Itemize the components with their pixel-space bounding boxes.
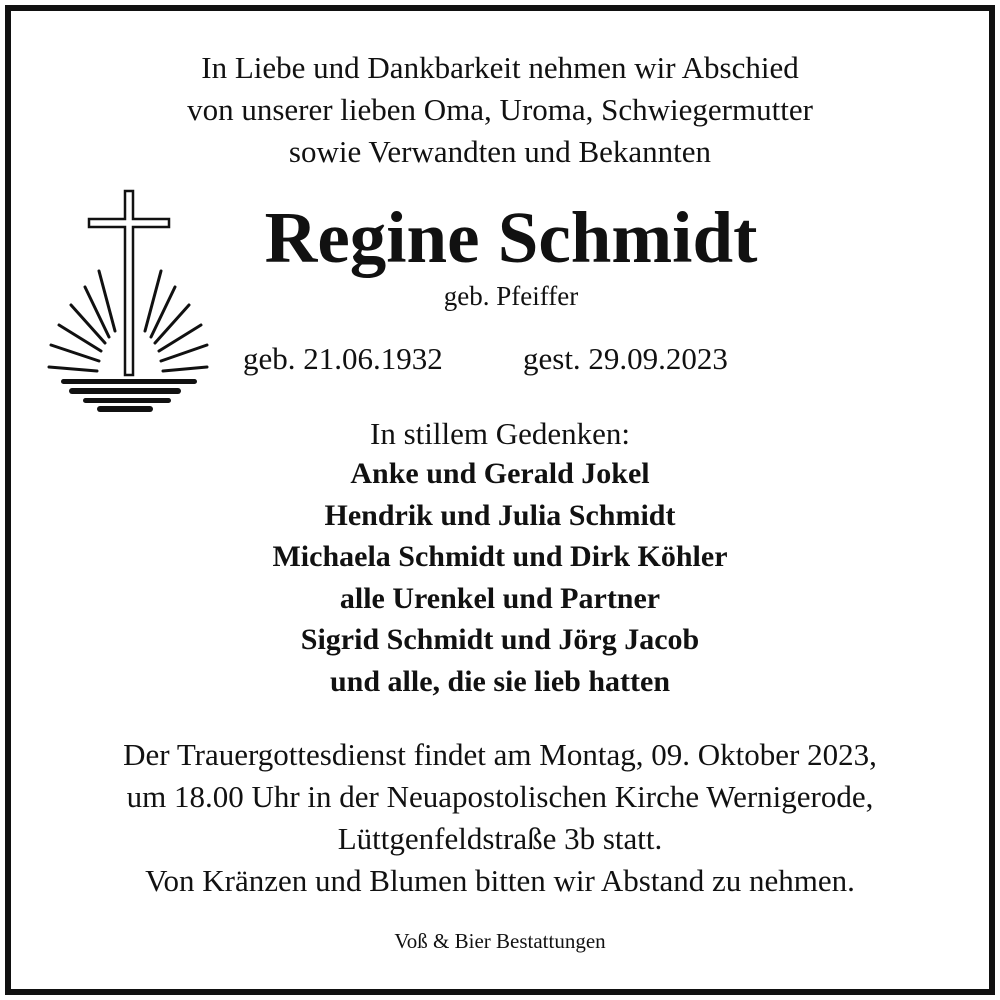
mourner-line: und alle, die sie lieb hatten bbox=[329, 664, 671, 698]
service-line-4: Von Kränzen und Blumen bitten wir Abstand zu nehmen. bbox=[145, 863, 855, 898]
death-date: gest. 29.09.2023 bbox=[523, 341, 728, 376]
mourner-line: Michaela Schmidt und Dirk Köhler bbox=[272, 540, 728, 573]
mourner-line: alle Urenkel und Partner bbox=[339, 581, 661, 615]
service-line-3: Lüttgenfeldstraße 3b statt. bbox=[337, 821, 663, 856]
intro-line-3: sowie Verwandten und Bekannten bbox=[288, 134, 712, 169]
obituary-notice bbox=[5, 5, 995, 995]
mourner-line: Hendrik und Julia Schmidt bbox=[324, 498, 676, 532]
deceased-name: Regine Schmidt bbox=[264, 197, 758, 278]
memorial-heading: In stillem Gedenken: bbox=[370, 416, 630, 451]
mourner-line: Sigrid Schmidt und Jörg Jacob bbox=[300, 623, 700, 656]
intro-line-1: In Liebe und Dankbarkeit nehmen wir Abschied bbox=[201, 50, 799, 85]
service-line-2: um 18.00 Uhr in der Neuapostolischen Kirche Wernigerode, bbox=[126, 779, 874, 814]
service-line-1: Der Trauergottesdienst findet am Montag, 09. Oktober 2023, bbox=[123, 737, 877, 772]
maiden-name: geb. Pfeiffer bbox=[443, 281, 579, 311]
cross-with-rising-sun-and-water-icon bbox=[39, 183, 209, 413]
undertaker-name: Voß & Bier Bestattungen bbox=[394, 929, 606, 953]
mourner-line: Anke und Gerald Jokel bbox=[350, 457, 650, 490]
birth-date: geb. 21.06.1932 bbox=[243, 341, 443, 376]
intro-line-2: von unserer lieben Oma, Uroma, Schwiegermutter bbox=[187, 92, 813, 127]
